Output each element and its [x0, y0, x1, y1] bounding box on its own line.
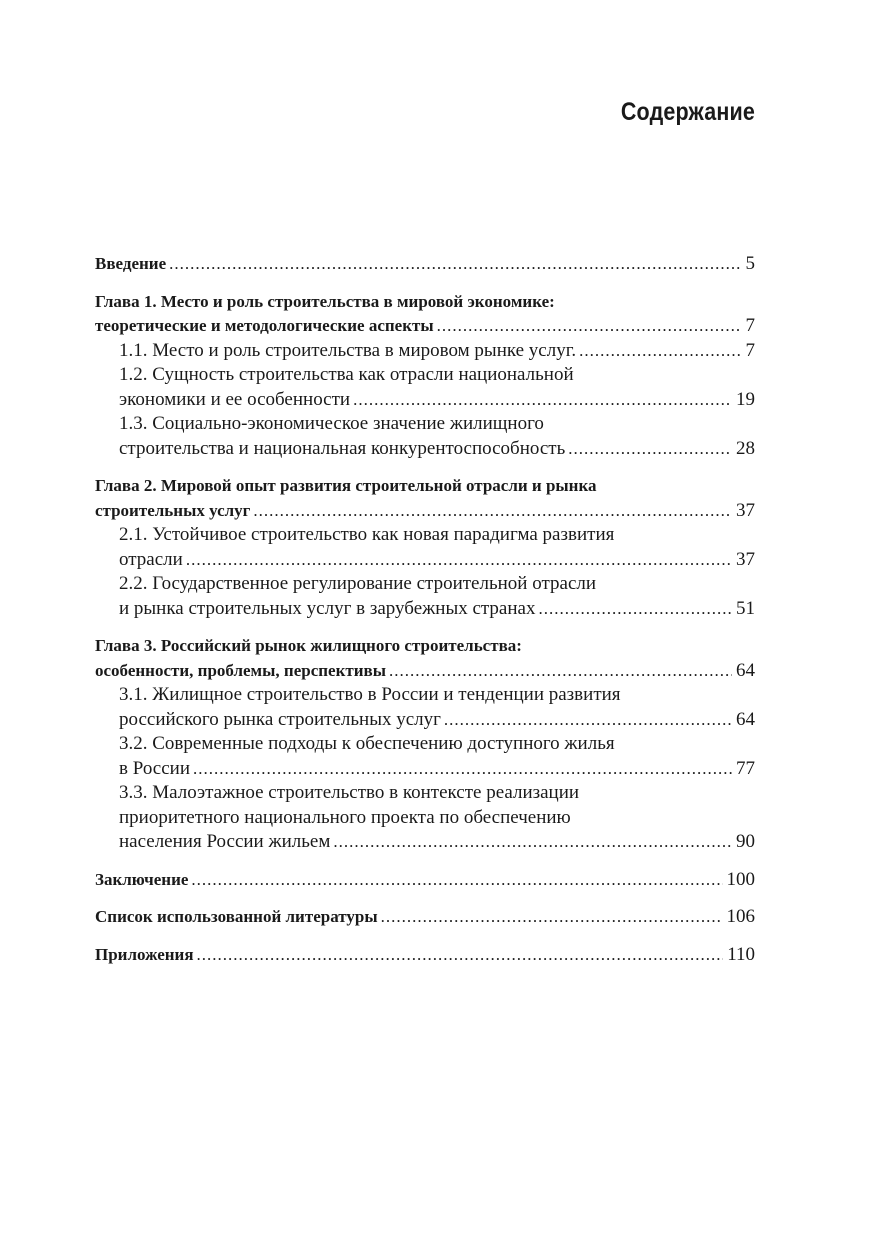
page-number: 90 — [736, 831, 755, 852]
page-number: 28 — [736, 437, 755, 459]
toc-line — [95, 548, 755, 573]
dot-leader — [253, 499, 732, 524]
chapter-heading: теоретические и методологические аспекты — [95, 316, 434, 335]
section-text: в России — [119, 757, 190, 779]
chapter-heading: особенности, проблемы, перспективы — [95, 660, 386, 680]
toc-line — [95, 388, 755, 413]
page-number: 64 — [736, 659, 755, 681]
dot-leader — [353, 388, 732, 413]
toc-line — [95, 499, 755, 524]
section-text: 2.1. Устойчивое строительство как новая парадигма развития — [119, 524, 615, 545]
section-text: 3.2. Современные подходы к обеспечению доступного жилья — [119, 733, 615, 754]
page-number: 110 — [727, 943, 755, 965]
toc-entry-text: Список использованной литературы — [95, 907, 378, 926]
toc-entry-appendices — [95, 943, 755, 968]
dot-leader — [191, 868, 722, 893]
dot-leader — [169, 252, 741, 277]
page-number: 37 — [736, 499, 755, 521]
section-text: 3.3. Малоэтажное строительство в контексте реализации — [119, 782, 580, 803]
page-number: 51 — [736, 597, 755, 619]
toc-entry-intro — [95, 252, 755, 277]
page-number: 37 — [736, 548, 755, 570]
toc-line — [95, 412, 755, 437]
toc-line — [95, 572, 755, 597]
dot-leader — [444, 708, 732, 733]
toc-line — [95, 634, 755, 659]
toc-line — [95, 757, 755, 782]
dot-leader — [186, 548, 732, 573]
dot-leader — [381, 905, 723, 930]
page-number: 77 — [736, 757, 755, 779]
toc-line — [95, 868, 755, 893]
page-number: 100 — [726, 868, 755, 890]
toc-line — [95, 363, 755, 388]
dot-leader — [193, 757, 732, 782]
section-text: экономики и ее особенности — [119, 388, 351, 410]
toc-line — [95, 708, 755, 733]
dot-leader — [579, 339, 741, 364]
toc-chapter-2 — [95, 474, 755, 621]
page-number: 7 — [745, 339, 755, 361]
toc-chapter-3 — [95, 634, 755, 855]
page-number: 64 — [736, 708, 755, 730]
section-text: 1.2. Сущность строительства как отрасли национальной — [119, 364, 574, 385]
chapter-heading: Глава 3. Российский рынок жилищного строительства: — [95, 636, 522, 655]
page-number: 7 — [745, 315, 755, 336]
toc-line — [95, 252, 755, 277]
toc-line — [95, 830, 755, 855]
dot-leader — [333, 830, 732, 855]
section-text: 1.3. Социально-экономическое значение жилищного — [119, 413, 544, 434]
dot-leader — [538, 597, 732, 622]
toc-line — [95, 943, 755, 968]
chapter-heading: строительных услуг — [95, 500, 251, 520]
toc-chapter-1 — [95, 290, 755, 462]
toc-line — [95, 474, 755, 499]
section-text: и рынка строительных услуг в зарубежных странах — [119, 597, 536, 619]
toc-line — [95, 659, 755, 684]
dot-leader — [389, 659, 732, 684]
page-number: 106 — [726, 906, 755, 927]
toc-line — [95, 314, 755, 339]
page-number: 19 — [736, 388, 755, 410]
toc-line — [95, 523, 755, 548]
toc-line — [95, 781, 755, 806]
section-text: российского рынка строительных услуг — [119, 708, 441, 730]
section-text: отрасли — [119, 548, 183, 570]
toc-line — [95, 806, 755, 831]
toc-line — [95, 597, 755, 622]
toc-line — [95, 905, 755, 930]
toc-line — [95, 339, 755, 364]
toc-entry-references — [95, 905, 755, 930]
toc-entry-text: Заключение — [95, 869, 189, 889]
toc-line — [95, 732, 755, 757]
toc-line — [95, 290, 755, 315]
table-of-contents — [95, 252, 755, 980]
section-text: 2.2. Государственное регулирование строительной отрасли — [119, 573, 597, 594]
section-text: 1.1. Место и роль строительства в мировом рынке услуг. — [119, 339, 577, 361]
dot-leader — [437, 314, 742, 339]
section-text: 3.1. Жилищное строительство в России и тенденции развития — [119, 684, 621, 705]
dot-leader — [568, 437, 732, 462]
toc-entry-text: Приложения — [95, 944, 194, 964]
toc-line — [95, 683, 755, 708]
toc-entry-conclusion — [95, 868, 755, 893]
toc-entry-text: Введение — [95, 254, 167, 273]
toc-line — [95, 437, 755, 462]
section-text: строительства и национальная конкурентоспособность — [119, 437, 566, 459]
section-text: населения России жильем — [119, 831, 331, 852]
page-number: 5 — [745, 253, 755, 274]
dot-leader — [197, 943, 724, 968]
section-text: приоритетного национального проекта по обеспечению — [119, 806, 571, 828]
chapter-heading: Глава 2. Мировой опыт развития строительной отрасли и рынка — [95, 476, 597, 495]
chapter-heading: Глава 1. Место и роль строительства в мировой экономике: — [95, 291, 555, 311]
page-title: Содержание — [620, 98, 755, 126]
